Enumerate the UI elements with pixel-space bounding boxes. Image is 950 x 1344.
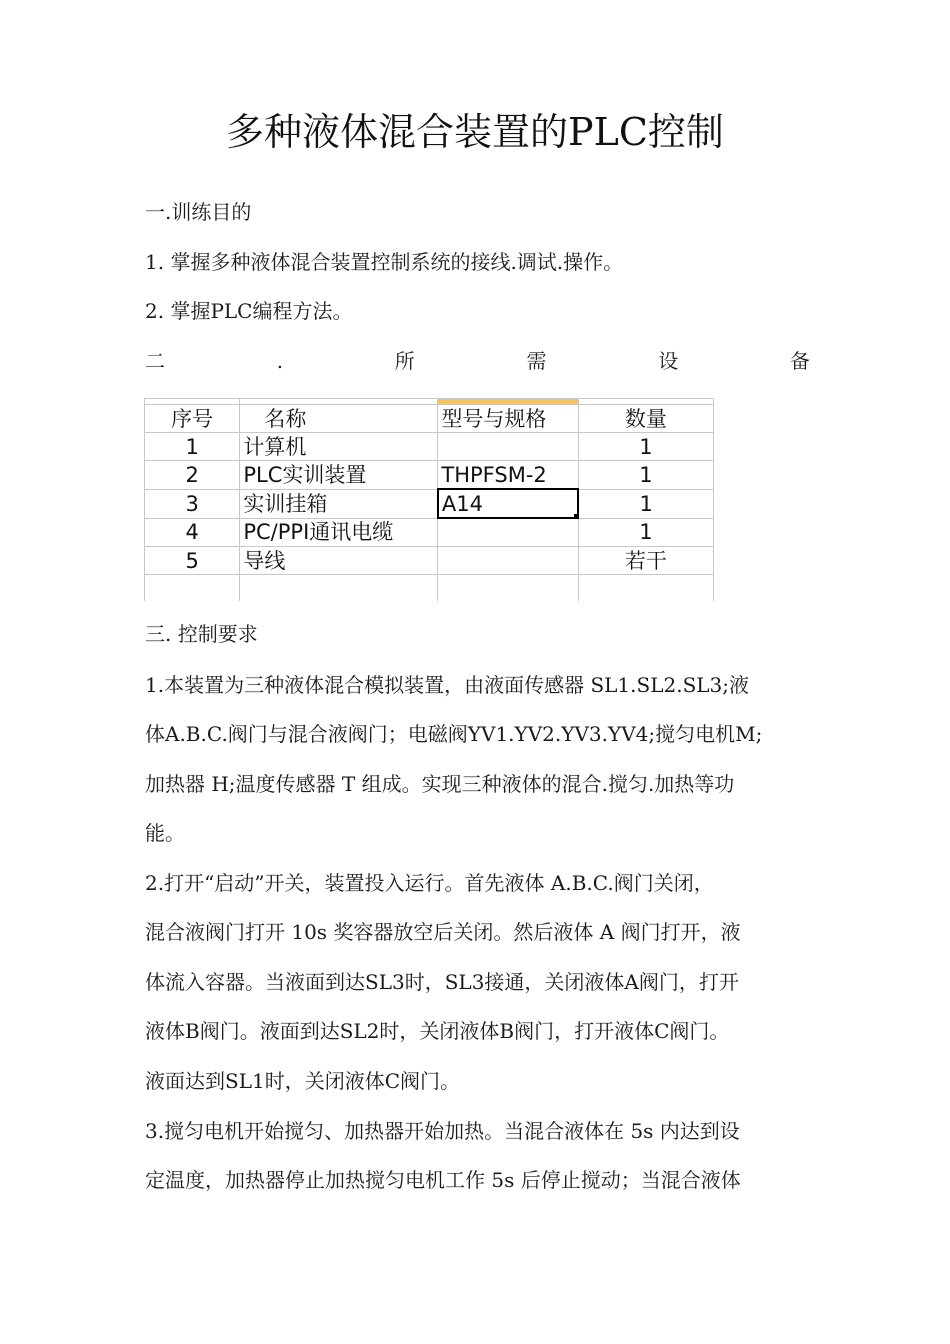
paragraph-line: 体A.B.C.阀门与混合液阀门；电磁阀YV1.YV2.YV3.YV4;搅匀电机M; [145,722,763,746]
table-cell[interactable] [240,575,438,602]
section2-heading-char: 备 [789,349,810,373]
table-cell[interactable] [438,547,578,575]
table-row [145,433,714,461]
table-cell[interactable]: 1 [145,433,240,461]
table-cell[interactable]: THPFSM-2 [438,461,578,490]
paragraph-line: 2.打开“启动”开关，装置投入运行。首先液体 A.B.C.阀门关闭， [145,871,714,895]
section1-item-1: 1. 掌握多种液体混合装置控制系统的接线.调试.操作。 [145,250,624,274]
table-cell[interactable] [438,575,578,602]
table-cell[interactable]: 型号与规格 [438,405,578,433]
table-row [145,461,714,490]
paragraph-line: 加热器 H;温度传感器 T 组成。实现三种液体的混合.搅匀.加热等功 [145,772,735,796]
table-cell[interactable]: PLC实训装置 [240,461,438,490]
paragraph-line: 3.搅匀电机开始搅匀、加热器开始加热。当混合液体在 5s 内达到设 [145,1119,740,1143]
table-cell[interactable]: 1 [578,433,713,461]
section2-heading-char: 二 [145,349,165,373]
section2-heading-char: 需 [526,349,547,373]
table-row [145,489,714,518]
table-cell[interactable]: 4 [145,518,240,547]
table-cell[interactable] [438,518,578,547]
section2-heading-char: 设 [658,349,679,373]
active-cell-value: A14 [441,491,483,516]
table-cell[interactable]: 3 [145,489,240,518]
paragraph-line: 混合液阀门打开 10s 奖容器放空后关闭。然后液体 A 阀门打开，液 [145,920,741,944]
table-cell[interactable]: 计算机 [240,433,438,461]
table-row [145,575,714,602]
table-cell[interactable]: PC/PPI通讯电缆 [240,518,438,547]
equipment-table [144,398,714,601]
table-cell[interactable] [578,575,713,602]
table-cell[interactable]: 名称 [240,405,438,433]
table-cell[interactable]: 2 [145,461,240,490]
table-cell[interactable]: 序号 [145,405,240,433]
paragraph-line: 定温度，加热器停止加热搅匀电机工作 5s 后停止搅动；当混合液体 [145,1168,741,1192]
table-row [145,518,714,547]
section2-heading-char: 所 [394,349,415,373]
table-cell[interactable]: 数量 [578,405,713,433]
paragraph-line: 体流入容器。当液面到达SL3时，SL3接通，关闭液体A阀门，打开 [145,970,739,994]
table-cell[interactable]: 1 [578,461,713,490]
section2-heading-char: . [276,349,284,373]
paragraph-line: 1.本装置为三种液体混合模拟装置，由液面传感器 SL1.SL2.SL3;液 [145,673,750,697]
equipment-spreadsheet [144,398,714,601]
section2-heading [145,347,810,375]
table-cell[interactable]: 若干 [578,547,713,575]
table-cell[interactable]: 实训挂箱 [240,489,438,518]
paragraph-line: 液面达到SL1时，关闭液体C阀门。 [145,1069,461,1093]
document-title: 多种液体混合装置的PLC控制 [226,110,724,154]
table-cell[interactable]: 导线 [240,547,438,575]
section1-heading: 一.训练目的 [145,200,252,224]
table-cell[interactable]: 1 [578,518,713,547]
section3-heading: 三. 控制要求 [145,622,258,646]
section1-item-2: 2. 掌握PLC编程方法。 [145,299,353,323]
paragraph-line: 能。 [145,821,185,845]
table-cell[interactable] [438,433,578,461]
fill-handle[interactable] [573,513,578,518]
active-table-cell[interactable] [438,489,578,518]
table-cell[interactable]: 1 [578,489,713,518]
table-row [145,547,714,575]
table-cell[interactable] [145,575,240,602]
paragraph-line: 液体B阀门。液面到达SL2时，关闭液体B阀门，打开液体C阀门。 [145,1019,730,1043]
table-cell[interactable]: 5 [145,547,240,575]
table-header-row [145,405,714,433]
